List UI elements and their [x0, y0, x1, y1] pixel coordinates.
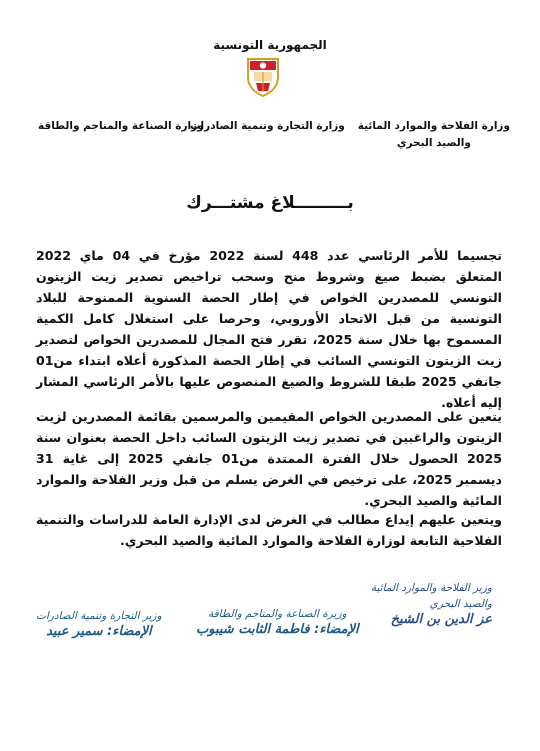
paragraph-2: يتعين على المصدرين الخواص المقيمين والمرسمين بقائمة المصدرين لزيت الزيتون والراغبين في تصدير زيت الزيتون السائب داخل الحصة بعنوان سنة 2025 الحصول خلال الفترة الممتدة من01 جانفي 2025 إلى غاية 31 ديسمبر 2025، على ترخيص في الغرض يسلم من قبل وزير الفلاحة والموارد المائية والصيد البحري.: [36, 409, 503, 508]
signature-industry-title: وزيرة الصناعة والمناجم والطاقة: [208, 608, 347, 620]
signature-agriculture-title-2: والصيد البحري: [429, 598, 492, 610]
ministry-agriculture-line-1: وزارة الفلاحة والموارد المائية: [357, 120, 510, 132]
signature-agriculture-title-1: وزير الفلاحة والموارد المائية: [370, 582, 492, 594]
country-name: الجمهورية التونسية: [213, 38, 327, 52]
paragraph-1: تجسيما للأمر الرئاسي عدد 448 لسنة 2022 مؤرخ في 04 ماي 2022 المتعلق بضبط صيغ وشروط منح وسحب تراخيص تصدير زيت الزيتون التونسي للمصدرين الخواص في إطار الحصة السنوية الممنوحة للبلاد التونسية من قبل الاتحاد الأوروبي، وحرصا على استغلال كامل الكمية المسموح بها خلال سنة 2025، تقرر فتح المجال للمصدرين الخواص لتصدير زيت الزيتون التونسي السائب في إطار الحصة المذكورة أعلاه ابتداء من01 جانفي 2025 طبقا للشروط والصيغ المنصوص عليها بالأمر الرئاسي المشار إليه أعلاه.: [36, 248, 503, 410]
signature-trade-name: الإمضاء: سمير عبيد: [46, 624, 152, 639]
signature-trade-minister: [36, 608, 162, 640]
signature-agriculture-name: عز الدين بن الشيخ: [390, 612, 492, 627]
ministry-trade-label: وزارة التجارة وتنمية الصادرات: [190, 120, 345, 132]
ministry-agriculture-label: [358, 118, 510, 152]
ministry-industry-label: وزارة الصناعة والمناجم والطاقة: [38, 120, 204, 132]
signature-industry-minister: [196, 606, 359, 638]
signature-industry-name: الإمضاء: فاطمة الثابت شيبوب: [196, 622, 359, 637]
paragraph-3: ويتعين عليهم إيداع مطالب في الغرض لدى الإدارة العامة للدراسات والتنمية الفلاحية التابعة لوزارة الفلاحة والموارد المائية والصيد البحري.: [36, 512, 502, 548]
document-title: بـــــــــلاغ مشتـــرك: [186, 193, 354, 213]
ministry-agriculture-line-2: والصيد البحري: [396, 137, 471, 149]
signature-agriculture-minister: [371, 580, 492, 628]
signature-trade-title: وزير التجارة وتنمية الصادرات: [36, 610, 162, 622]
coat-of-arms-emblem: [244, 55, 282, 97]
